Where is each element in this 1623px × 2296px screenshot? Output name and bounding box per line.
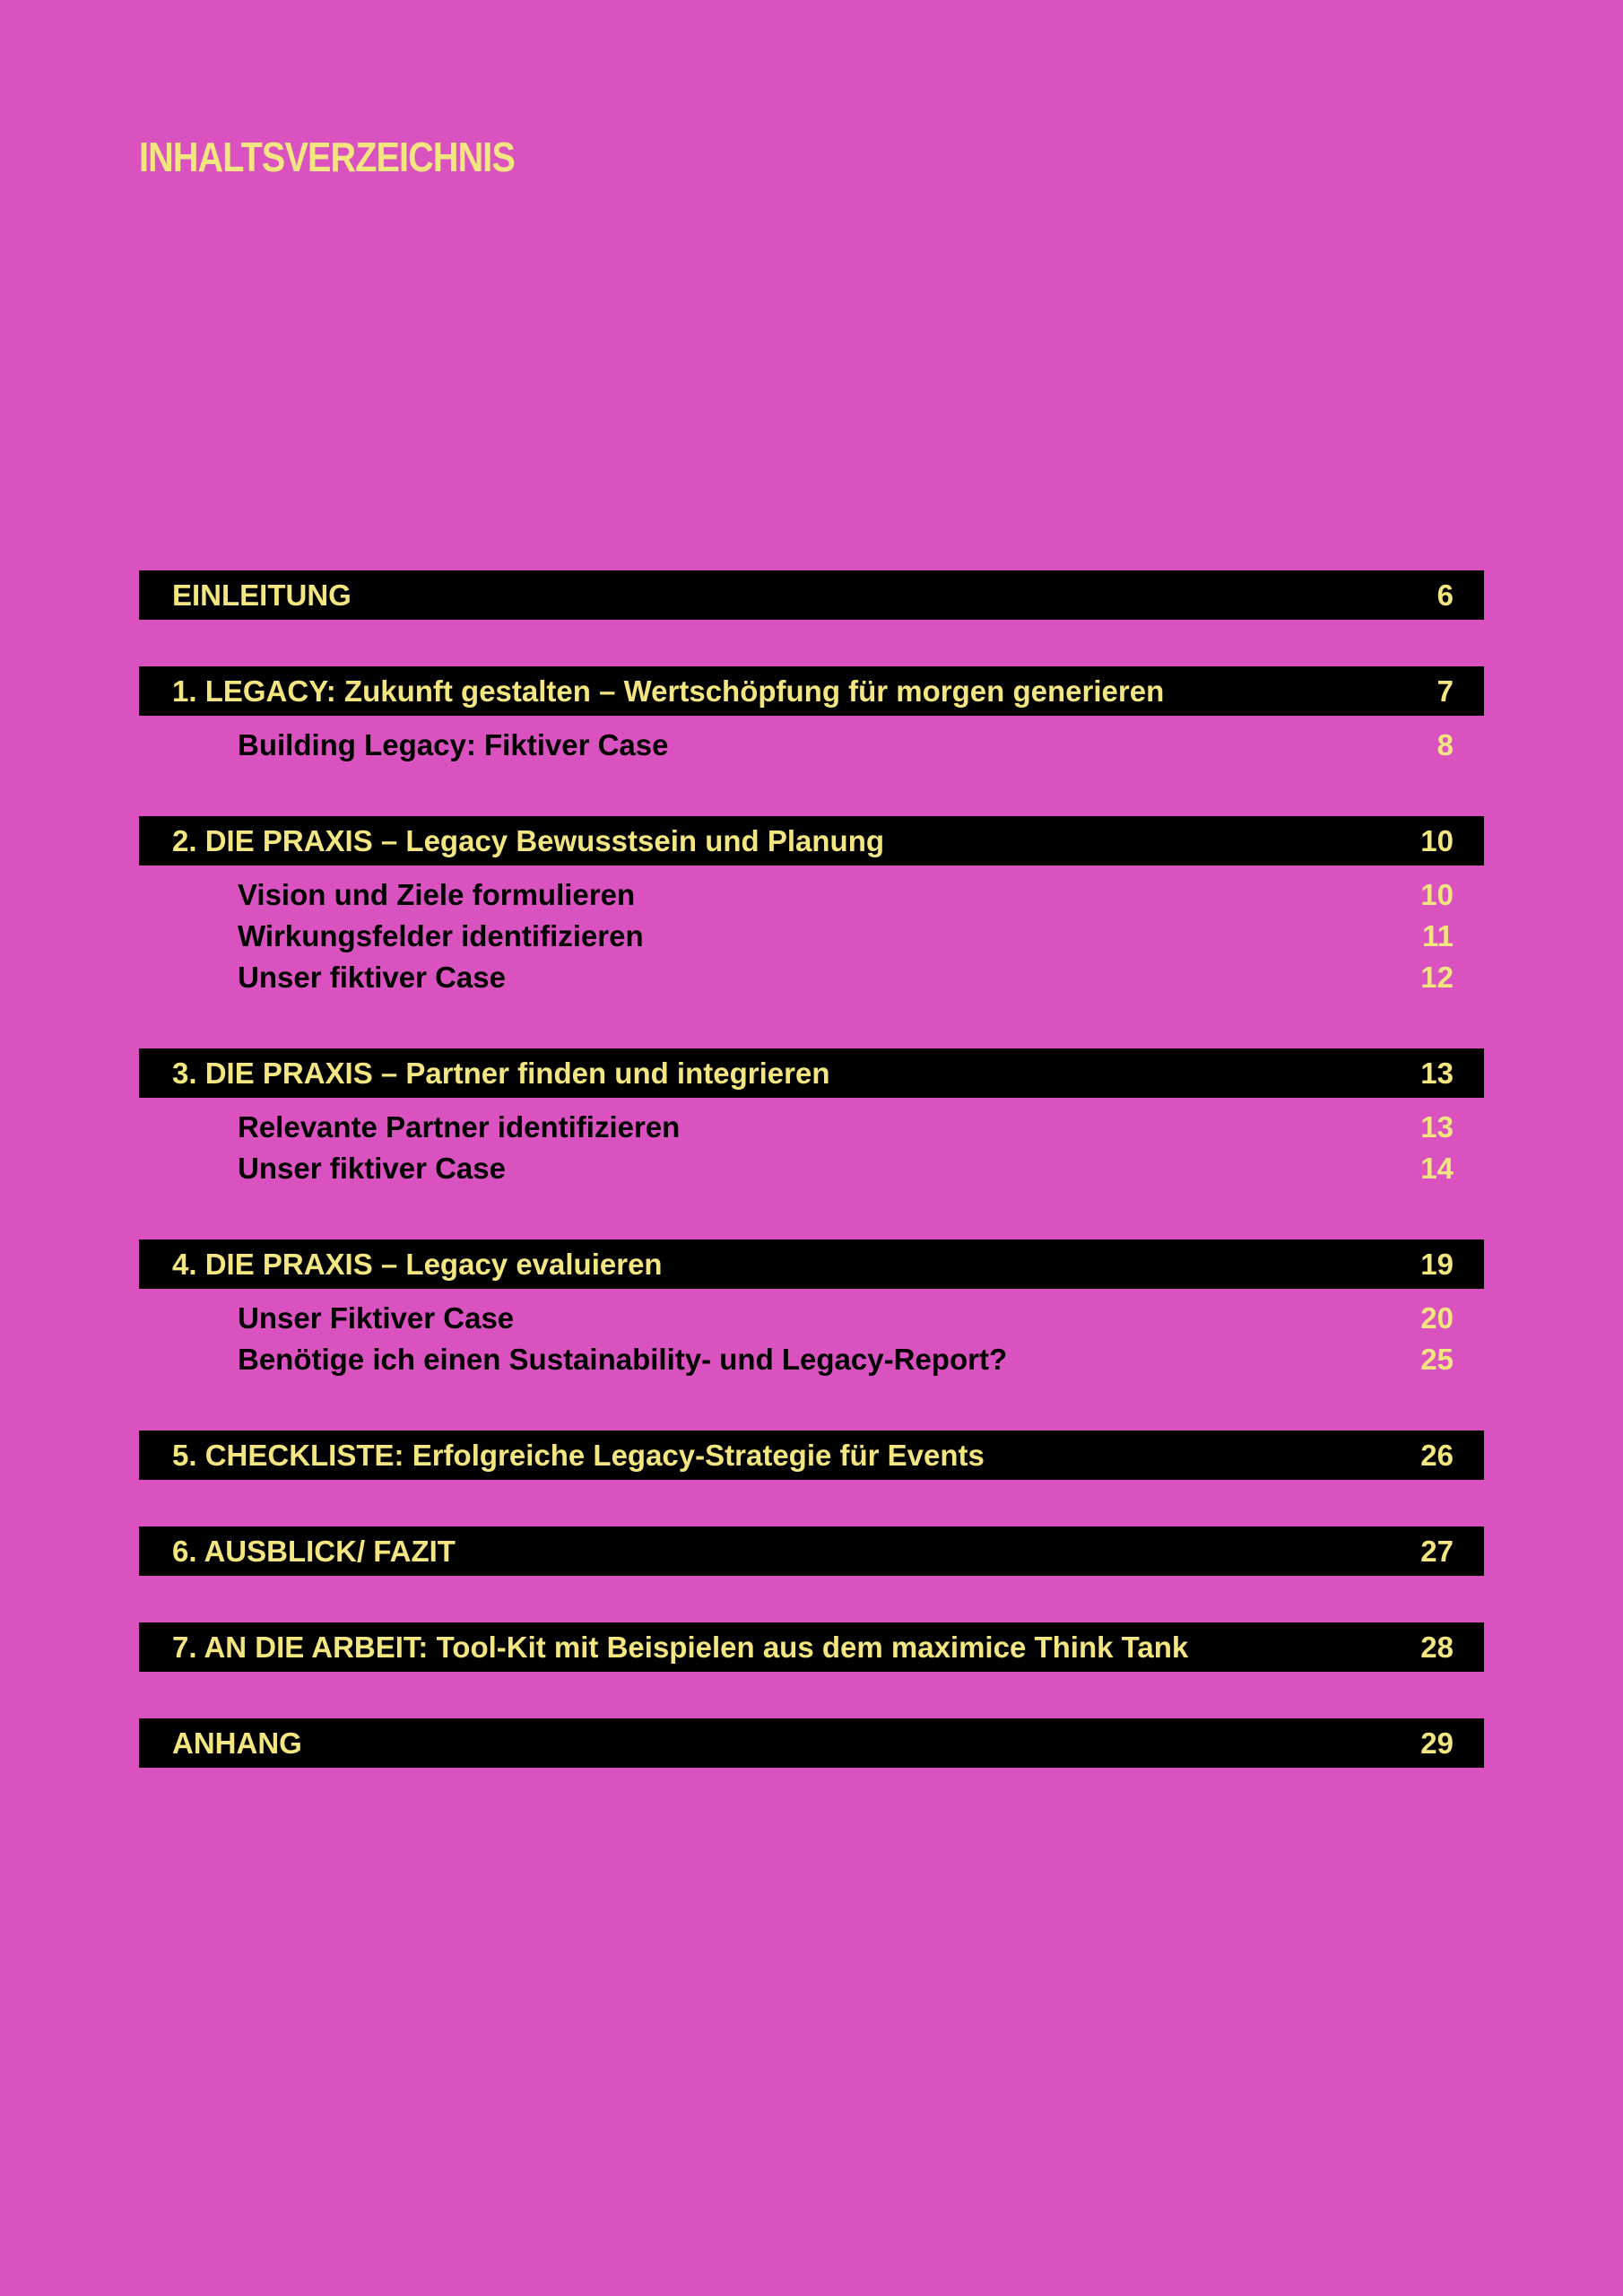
toc-heading-bar[interactable] (139, 1048, 1484, 1098)
toc-heading-bar[interactable] (139, 666, 1484, 716)
toc-heading-page: 10 (1420, 823, 1454, 857)
toc-subentry-title: Unser Fiktiver Case (238, 1301, 515, 1335)
page-title: INHALTSVERZEICHNIS (139, 134, 515, 180)
toc-heading-title: 4. DIE PRAXIS – Legacy evaluieren (172, 1247, 663, 1281)
toc-heading-title: 7. AN DIE ARBEIT: Tool-Kit mit Beispielen aus dem maximice Think Tank (172, 1630, 1189, 1664)
toc-section-2 (139, 816, 1484, 1002)
toc-heading-page: 29 (1420, 1726, 1454, 1760)
toc-subentry-title: Unser fiktiver Case (238, 1152, 506, 1185)
toc-heading-page: 19 (1420, 1247, 1454, 1281)
toc-subentry[interactable] (139, 1298, 1484, 1339)
toc-heading-title: 2. DIE PRAXIS – Legacy Bewusstsein und Planung (172, 823, 885, 857)
toc-heading-title: 5. CHECKLISTE: Erfolgreiche Legacy-Strategie für Events (172, 1438, 985, 1472)
toc-heading-page: 28 (1420, 1630, 1454, 1664)
toc-heading-page: 7 (1436, 674, 1454, 708)
toc-subentry[interactable] (139, 725, 1484, 766)
toc-subentry[interactable] (139, 1148, 1484, 1189)
toc-subentry-title: Relevante Partner identifizieren (238, 1110, 681, 1144)
toc-heading-page: 13 (1420, 1056, 1454, 1090)
toc-section-appendix (139, 1718, 1484, 1768)
toc-heading-bar[interactable] (139, 1239, 1484, 1289)
toc-subentry[interactable] (139, 1107, 1484, 1148)
toc-subentry-page: 11 (1422, 919, 1454, 952)
toc-section-4 (139, 1239, 1484, 1384)
toc-subentries (139, 865, 1484, 1002)
toc-heading-page: 26 (1420, 1438, 1454, 1472)
toc-subentry-page: 13 (1420, 1110, 1454, 1144)
toc-subentry-title: Building Legacy: Fiktiver Case (238, 728, 669, 761)
toc-subentries (139, 1098, 1484, 1193)
toc-heading-title: 3. DIE PRAXIS – Partner finden und integrieren (172, 1056, 830, 1090)
toc-heading-title: ANHANG (172, 1726, 302, 1760)
toc-subentry[interactable] (139, 916, 1484, 957)
toc-subentry-title: Wirkungsfelder identifizieren (238, 919, 644, 952)
toc-section-7 (139, 1622, 1484, 1672)
toc-heading-bar[interactable] (139, 1526, 1484, 1576)
toc-subentry-page: 10 (1420, 878, 1454, 911)
toc-heading-bar[interactable] (139, 1431, 1484, 1480)
toc-subentry[interactable] (139, 957, 1484, 998)
toc-subentry-title: Unser fiktiver Case (238, 961, 506, 994)
toc-heading-title: 1. LEGACY: Zukunft gestalten – Wertschöpfung für morgen generieren (172, 674, 1165, 708)
toc-heading-page: 6 (1436, 578, 1454, 612)
toc-subentry[interactable] (139, 874, 1484, 916)
toc-section-1 (139, 666, 1484, 770)
toc-subentry-title: Vision und Ziele formulieren (238, 878, 636, 911)
toc-section-5 (139, 1431, 1484, 1480)
toc-subentry[interactable] (139, 1339, 1484, 1380)
table-of-contents (139, 570, 1484, 1814)
toc-heading-bar[interactable] (139, 816, 1484, 865)
toc-section-3 (139, 1048, 1484, 1193)
toc-subentry-page: 14 (1420, 1152, 1454, 1185)
toc-subentry-page: 8 (1436, 728, 1454, 761)
toc-heading-bar[interactable] (139, 570, 1484, 620)
toc-subentry-page: 12 (1420, 961, 1454, 994)
toc-subentry-page: 25 (1420, 1343, 1454, 1376)
toc-heading-title: 6. AUSBLICK/ FAZIT (172, 1534, 456, 1568)
toc-heading-bar[interactable] (139, 1622, 1484, 1672)
toc-heading-page: 27 (1420, 1534, 1454, 1568)
toc-subentries (139, 1289, 1484, 1384)
toc-section-6 (139, 1526, 1484, 1576)
toc-subentry-title: Benötige ich einen Sustainability- und Legacy-Report? (238, 1343, 1008, 1376)
toc-heading-title: EINLEITUNG (172, 578, 352, 612)
toc-subentry-page: 20 (1420, 1301, 1454, 1335)
toc-section-introduction (139, 570, 1484, 620)
toc-subentries (139, 716, 1484, 770)
toc-heading-bar[interactable] (139, 1718, 1484, 1768)
